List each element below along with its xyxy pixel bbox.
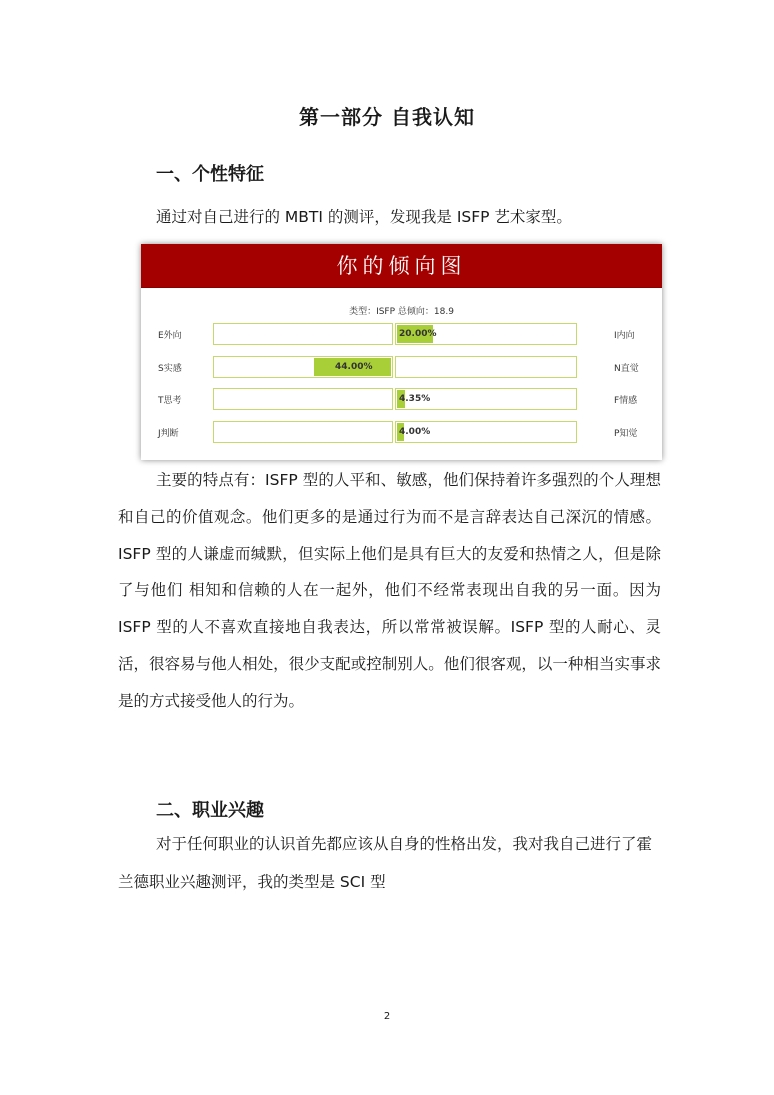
chart-row [141, 388, 662, 410]
mbti-intro-text: 通过对自己进行的 MBTI 的测评，发现我是 ISFP 艺术家型。 [156, 208, 572, 226]
bar-value-label: 44.00% [335, 362, 373, 372]
chart-header [141, 244, 662, 288]
bar-value-label: 4.35% [399, 394, 431, 404]
right-bar-track [395, 323, 577, 345]
right-bar-track [395, 356, 577, 378]
career-interest-text: 对于任何职业的认识首先都应该从自身的性格出发，我对我自己进行了霍兰德职业兴趣测评，我的类型是 SCI 型 [118, 835, 653, 891]
right-bar-track [395, 388, 577, 410]
chart-row [141, 323, 662, 345]
page-number: 2 [383, 1011, 391, 1022]
row-right-label: P知觉 [614, 429, 638, 439]
row-right-label: N直觉 [614, 364, 639, 374]
row-left-label: J判断 [158, 429, 179, 439]
row-left-label: E外向 [158, 331, 182, 341]
left-bar-track [213, 356, 393, 378]
personality-description: 主要的特点有：ISFP 型的人平和、敏感，他们保持着许多强烈的个人理想和自己的价值观念。他们更多的是通过行为而不是言辞表达自己深沉的情感。ISFP 型的人谦虚而缄默，但实际上他们是具有巨大的友爱和热情之人，但是除了与他们 相知和信赖的人在一起外，他们不经常表现出自我的另一面。因为 ISFP 型的人不喜欢直接地自我表达，所以常常被误解。ISFP 型的人耐心、灵活，很容易与他人相处，很少支配或控制别人。他们很客观，以一种相当实事求 是的方式接受他人的行为。 [118, 471, 661, 710]
left-bar-track [213, 388, 393, 410]
page-title: 第一部分 自我认知 [299, 105, 475, 129]
row-right-label: I内向 [614, 331, 635, 341]
left-bar-track [213, 323, 393, 345]
bar-value-label: 20.00% [399, 329, 437, 339]
tendency-chart [141, 244, 662, 460]
right-bar-track [395, 421, 577, 443]
row-left-label: T思考 [158, 396, 182, 406]
chart-row [141, 421, 662, 443]
section-heading-career-interest: 二、职业兴趣 [156, 800, 264, 821]
chart-title: 你的倾向图 [336, 254, 467, 278]
chart-subtitle: 类型：ISFP 总倾向：18.9 [349, 307, 454, 317]
chart-row [141, 356, 662, 378]
section-heading-personality: 一、个性特征 [156, 164, 264, 185]
bar-value-label: 4.00% [399, 427, 431, 437]
row-left-label: S实感 [158, 364, 182, 374]
row-right-label: F情感 [614, 396, 638, 406]
left-bar-track [213, 421, 393, 443]
